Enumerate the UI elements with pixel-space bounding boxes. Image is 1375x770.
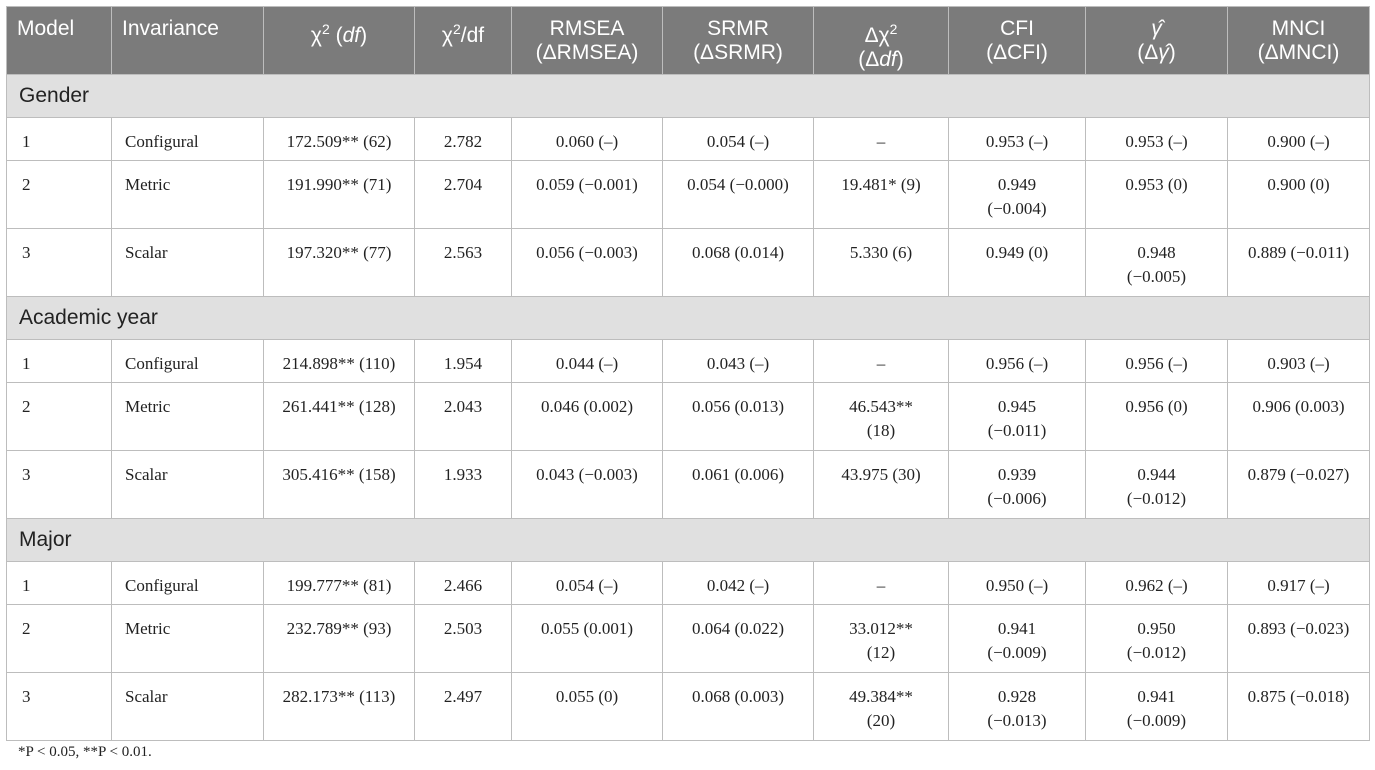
table-cell-mnci: 0.889 (−0.011) bbox=[1228, 229, 1370, 297]
table-cell-model: 3 bbox=[7, 451, 112, 519]
table-cell-rmsea: 0.060 (–) bbox=[512, 118, 663, 161]
header-gamma: γ̂ (Δγ̂) bbox=[1086, 7, 1228, 75]
table-row bbox=[7, 118, 1370, 161]
table-cell-cfi: 0.956 (–) bbox=[949, 340, 1086, 383]
table-cell-chisq: 261.441** (128) bbox=[264, 383, 415, 451]
group-row bbox=[7, 519, 1370, 562]
table-cell-mnci: 0.879 (−0.027) bbox=[1228, 451, 1370, 519]
table-cell-mnci: 0.875 (−0.018) bbox=[1228, 673, 1370, 741]
table-cell-cfi: 0.928 (−0.013) bbox=[949, 673, 1086, 741]
group-label: Academic year bbox=[7, 297, 1370, 340]
header-chisq: $\chi^2$ (df) bbox=[264, 7, 415, 75]
table-cell-model: 3 bbox=[7, 673, 112, 741]
group-label: Gender bbox=[7, 75, 1370, 118]
table-cell-gamma: 0.953 (0) bbox=[1086, 161, 1228, 229]
table-cell-chisq_df: 2.503 bbox=[415, 605, 512, 673]
header-cfi: CFI (ΔCFI) bbox=[949, 7, 1086, 75]
table-cell-model: 1 bbox=[7, 118, 112, 161]
table-cell-mnci: 0.900 (–) bbox=[1228, 118, 1370, 161]
invariance-table bbox=[6, 6, 1370, 741]
table-cell-model: 2 bbox=[7, 161, 112, 229]
table-cell-chisq: 214.898** (110) bbox=[264, 340, 415, 383]
table-cell-dchisq: 43.975 (30) bbox=[814, 451, 949, 519]
table-cell-rmsea: 0.055 (0.001) bbox=[512, 605, 663, 673]
table-cell-cfi: 0.941 (−0.009) bbox=[949, 605, 1086, 673]
table-cell-chisq: 232.789** (93) bbox=[264, 605, 415, 673]
table-row bbox=[7, 562, 1370, 605]
table-cell-rmsea: 0.046 (0.002) bbox=[512, 383, 663, 451]
table-row bbox=[7, 451, 1370, 519]
table-cell-cfi: 0.939 (−0.006) bbox=[949, 451, 1086, 519]
table-cell-model: 1 bbox=[7, 340, 112, 383]
table-cell-dchisq: – bbox=[814, 118, 949, 161]
table-cell-rmsea: 0.044 (–) bbox=[512, 340, 663, 383]
table-cell-invariance: Configural bbox=[112, 562, 264, 605]
table-cell-model: 2 bbox=[7, 605, 112, 673]
table-cell-chisq_df: 1.954 bbox=[415, 340, 512, 383]
table-cell-gamma: 0.941 (−0.009) bbox=[1086, 673, 1228, 741]
header-mnci: MNCI (ΔMNCI) bbox=[1228, 7, 1370, 75]
table-cell-srmr: 0.068 (0.014) bbox=[663, 229, 814, 297]
table-cell-mnci: 0.903 (–) bbox=[1228, 340, 1370, 383]
table-body bbox=[7, 75, 1370, 741]
table-cell-srmr: 0.056 (0.013) bbox=[663, 383, 814, 451]
table-cell-chisq: 197.320** (77) bbox=[264, 229, 415, 297]
table-cell-srmr: 0.064 (0.022) bbox=[663, 605, 814, 673]
header-srmr: SRMR (ΔSRMR) bbox=[663, 7, 814, 75]
table-cell-invariance: Scalar bbox=[112, 673, 264, 741]
table-row bbox=[7, 383, 1370, 451]
table-cell-model: 2 bbox=[7, 383, 112, 451]
table-cell-gamma: 0.944 (−0.012) bbox=[1086, 451, 1228, 519]
table-cell-rmsea: 0.056 (−0.003) bbox=[512, 229, 663, 297]
table-cell-mnci: 0.900 (0) bbox=[1228, 161, 1370, 229]
table-cell-cfi: 0.949 (0) bbox=[949, 229, 1086, 297]
table-cell-mnci: 0.917 (–) bbox=[1228, 562, 1370, 605]
table-cell-cfi: 0.950 (–) bbox=[949, 562, 1086, 605]
table-cell-dchisq: 33.012** (12) bbox=[814, 605, 949, 673]
table-cell-dchisq: 19.481* (9) bbox=[814, 161, 949, 229]
table-cell-invariance: Scalar bbox=[112, 229, 264, 297]
table-cell-dchisq: 46.543** (18) bbox=[814, 383, 949, 451]
table-cell-cfi: 0.953 (–) bbox=[949, 118, 1086, 161]
header-chisq-df: $\chi^2/df$ bbox=[415, 7, 512, 75]
table-row bbox=[7, 229, 1370, 297]
table-cell-chisq_df: 2.563 bbox=[415, 229, 512, 297]
table-cell-chisq_df: 2.043 bbox=[415, 383, 512, 451]
table-cell-srmr: 0.068 (0.003) bbox=[663, 673, 814, 741]
table-cell-gamma: 0.962 (–) bbox=[1086, 562, 1228, 605]
header-invariance: Invariance bbox=[112, 7, 264, 75]
table-cell-cfi: 0.945 (−0.011) bbox=[949, 383, 1086, 451]
table-cell-model: 1 bbox=[7, 562, 112, 605]
table-cell-chisq: 282.173** (113) bbox=[264, 673, 415, 741]
table-cell-invariance: Configural bbox=[112, 340, 264, 383]
table-cell-srmr: 0.061 (0.006) bbox=[663, 451, 814, 519]
footnote: *P < 0.05, **P < 0.01. bbox=[18, 744, 152, 760]
table-cell-gamma: 0.950 (−0.012) bbox=[1086, 605, 1228, 673]
table-cell-chisq: 191.990** (71) bbox=[264, 161, 415, 229]
table-cell-srmr: 0.054 (–) bbox=[663, 118, 814, 161]
table-cell-srmr: 0.042 (–) bbox=[663, 562, 814, 605]
table-cell-chisq_df: 2.466 bbox=[415, 562, 512, 605]
table-cell-dchisq: – bbox=[814, 562, 949, 605]
group-row bbox=[7, 297, 1370, 340]
table-cell-rmsea: 0.043 (−0.003) bbox=[512, 451, 663, 519]
table-cell-gamma: 0.956 (–) bbox=[1086, 340, 1228, 383]
table-row bbox=[7, 605, 1370, 673]
table-cell-srmr: 0.043 (–) bbox=[663, 340, 814, 383]
header-rmsea: RMSEA (ΔRMSEA) bbox=[512, 7, 663, 75]
table-cell-rmsea: 0.054 (–) bbox=[512, 562, 663, 605]
table-cell-rmsea: 0.059 (−0.001) bbox=[512, 161, 663, 229]
table-cell-invariance: Metric bbox=[112, 383, 264, 451]
table-cell-chisq: 172.509** (62) bbox=[264, 118, 415, 161]
table-cell-chisq_df: 2.497 bbox=[415, 673, 512, 741]
table-cell-invariance: Scalar bbox=[112, 451, 264, 519]
table-cell-mnci: 0.906 (0.003) bbox=[1228, 383, 1370, 451]
table-cell-model: 3 bbox=[7, 229, 112, 297]
table-row bbox=[7, 161, 1370, 229]
table-cell-chisq_df: 2.704 bbox=[415, 161, 512, 229]
table-cell-gamma: 0.953 (–) bbox=[1086, 118, 1228, 161]
table-cell-chisq: 305.416** (158) bbox=[264, 451, 415, 519]
header-model: Model bbox=[7, 7, 112, 75]
table-row bbox=[7, 673, 1370, 741]
table-cell-cfi: 0.949 (−0.004) bbox=[949, 161, 1086, 229]
group-label: Major bbox=[7, 519, 1370, 562]
table-cell-rmsea: 0.055 (0) bbox=[512, 673, 663, 741]
table-cell-chisq_df: 2.782 bbox=[415, 118, 512, 161]
header-row bbox=[7, 7, 1370, 75]
table-row bbox=[7, 340, 1370, 383]
table-cell-chisq: 199.777** (81) bbox=[264, 562, 415, 605]
table-cell-gamma: 0.956 (0) bbox=[1086, 383, 1228, 451]
table-cell-invariance: Metric bbox=[112, 605, 264, 673]
header-dchisq: $\Delta\chi^2$ (Δdf) bbox=[814, 7, 949, 75]
table-cell-chisq_df: 1.933 bbox=[415, 451, 512, 519]
group-row bbox=[7, 75, 1370, 118]
table-cell-gamma: 0.948 (−0.005) bbox=[1086, 229, 1228, 297]
table-cell-dchisq: – bbox=[814, 340, 949, 383]
table-cell-dchisq: 49.384** (20) bbox=[814, 673, 949, 741]
table-cell-dchisq: 5.330 (6) bbox=[814, 229, 949, 297]
table-cell-invariance: Metric bbox=[112, 161, 264, 229]
table-cell-mnci: 0.893 (−0.023) bbox=[1228, 605, 1370, 673]
table-cell-srmr: 0.054 (−0.000) bbox=[663, 161, 814, 229]
table-cell-invariance: Configural bbox=[112, 118, 264, 161]
